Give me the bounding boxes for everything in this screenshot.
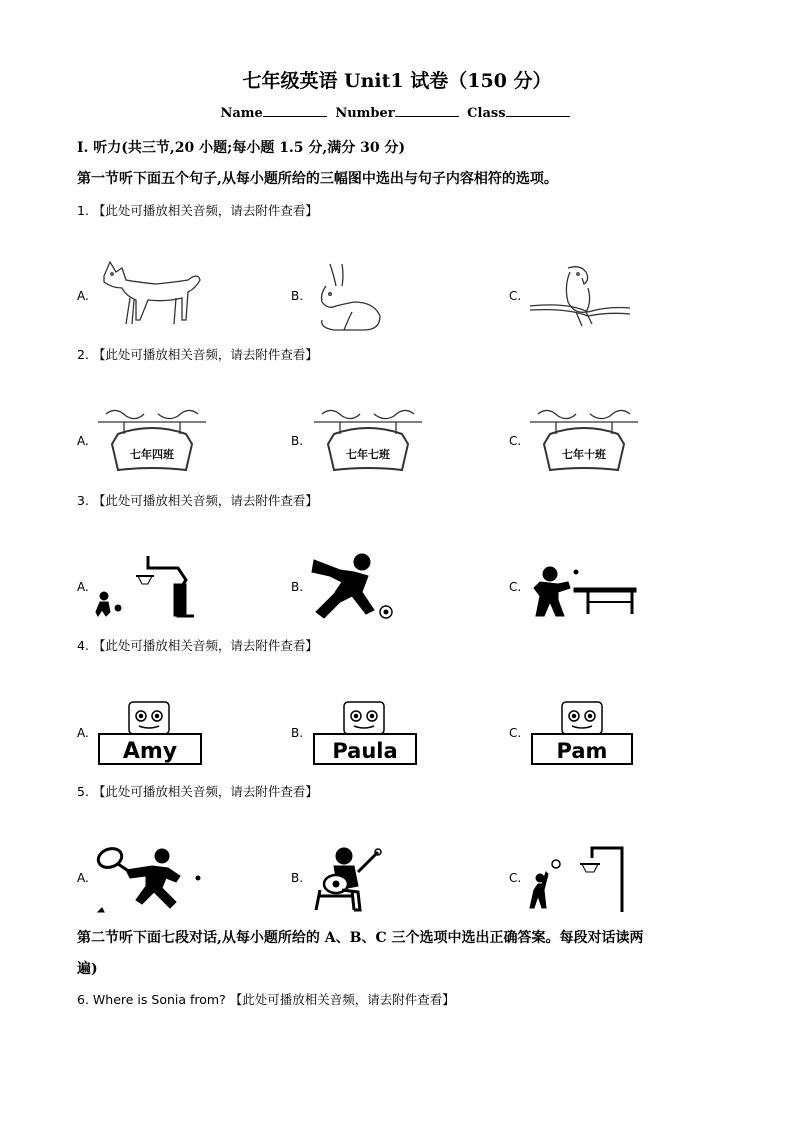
option-b-label: B. [291, 726, 304, 740]
option-c-label: C. [509, 289, 522, 303]
name-sign-a [97, 698, 203, 766]
audio-note: 【此处可播放相关音频，请去附件查看】 [229, 992, 455, 1007]
name-blank [263, 106, 327, 117]
option-a-label: A. [77, 289, 89, 303]
question-number: 5. [77, 784, 89, 799]
section-heading: I. 听力(共三节,20 小题;每小题 1.5 分,满分 30 分) [77, 140, 406, 156]
question-number: 1. [77, 203, 89, 218]
soccer-icon [310, 552, 400, 622]
sign-text: 七年四班 [130, 448, 174, 461]
option-b-label: B. [291, 289, 304, 303]
question-5 [77, 782, 318, 800]
sign-name: Paula [332, 739, 398, 763]
option-b-label: B. [291, 434, 304, 448]
option-c-label: C. [509, 726, 522, 740]
student-info [0, 106, 794, 121]
class-sign-b [312, 408, 424, 474]
audio-note: 【此处可播放相关音频，请去附件查看】 [92, 638, 318, 653]
option-c-label: C. [509, 871, 522, 885]
question-2 [77, 345, 318, 363]
question-number: 2. [77, 347, 89, 362]
audio-note: 【此处可播放相关音频，请去附件查看】 [92, 203, 318, 218]
name-label: Name [220, 106, 263, 121]
question-number: 3. [77, 493, 89, 508]
option-b-label: B. [291, 580, 304, 594]
class-blank [506, 106, 570, 117]
dog-icon [96, 258, 206, 330]
option-c-label: C. [509, 580, 522, 594]
audio-note: 【此处可播放相关音频，请去附件查看】 [92, 784, 318, 799]
audio-note: 【此处可播放相关音频，请去附件查看】 [92, 347, 318, 362]
basketball-hoop-icon [528, 842, 632, 914]
sign-text: 七年十班 [562, 448, 606, 461]
number-blank [395, 106, 459, 117]
question-4 [77, 636, 318, 654]
name-sign-c [530, 698, 634, 766]
page-title: 七年级英语 Unit1 试卷（150 分） [242, 70, 552, 92]
question-3 [77, 491, 318, 509]
sign-text: 七年七班 [346, 448, 390, 461]
class-label: Class [467, 106, 506, 121]
question-text: Where is Sonia from? [92, 992, 226, 1007]
rabbit-icon [314, 260, 384, 332]
tennis-icon [96, 846, 206, 914]
audio-note: 【此处可播放相关音频，请去附件查看】 [92, 493, 318, 508]
basketball-icon [94, 554, 198, 618]
option-a-label: A. [77, 434, 89, 448]
part2-instructions-cont: 遍) [77, 961, 98, 977]
name-sign-b [312, 698, 418, 766]
class-sign-c [528, 408, 640, 474]
option-a-label: A. [77, 580, 89, 594]
ping-pong-icon [528, 566, 638, 616]
option-a-label: A. [77, 871, 89, 885]
option-b-label: B. [291, 871, 304, 885]
question-number: 6. [77, 992, 89, 1007]
guitar-icon [312, 846, 384, 912]
question-1 [77, 201, 318, 219]
option-c-label: C. [509, 434, 522, 448]
sign-name: Pam [556, 739, 608, 763]
part2-instructions: 第二节听下面七段对话,从每小题所给的 A、B、C 三个选项中选出正确答案。每段对话读两 [77, 930, 644, 946]
question-6 [77, 990, 455, 1008]
question-number: 4. [77, 638, 89, 653]
sign-name: Amy [122, 739, 178, 764]
parrot-icon [528, 262, 632, 330]
option-a-label: A. [77, 726, 89, 740]
number-label: Number [335, 106, 395, 121]
part1-instructions: 第一节听下面五个句子,从每小题所给的三幅图中选出与句子内容相符的选项。 [77, 171, 558, 187]
class-sign-a [96, 408, 208, 474]
